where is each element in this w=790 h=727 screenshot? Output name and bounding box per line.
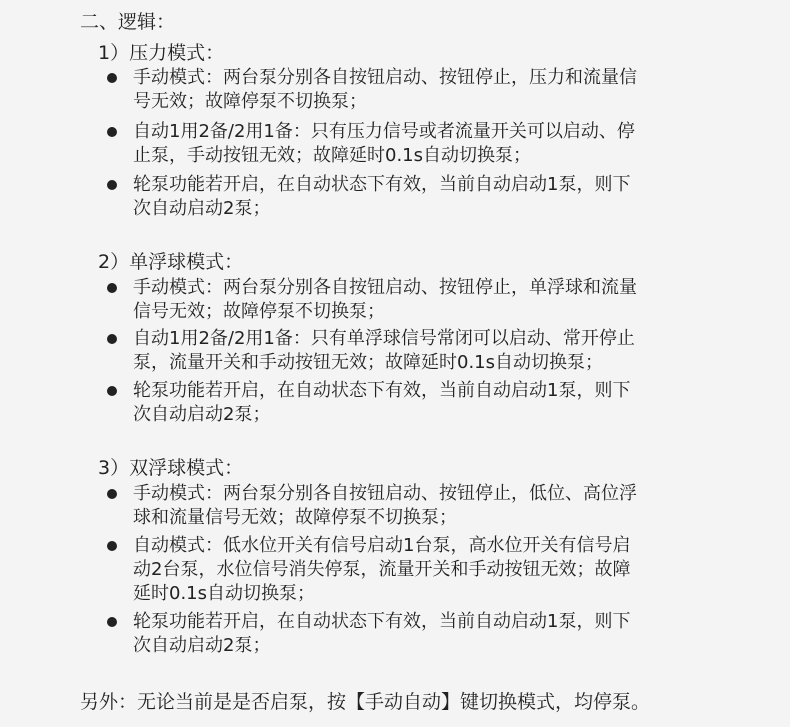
bullet-dot	[107, 617, 117, 627]
bullet-line: 轮泵功能若开启，在自动状态下有效，当前自动启动1泵，则下	[133, 380, 631, 401]
bullet-line: 手动模式：两台泵分别各自按钮启动、按钮停止，单浮球和流量	[133, 277, 637, 298]
bullet-dot	[107, 386, 117, 396]
bullet-line: 泵，流量开关和手动按钮无效；故障延时0.1s自动切换泵；	[133, 352, 604, 373]
section-heading-logic: 二、逻辑：	[80, 11, 176, 33]
bullet-line: 延时0.1s自动切换泵；	[133, 583, 316, 604]
bullet-dot	[107, 180, 117, 190]
bullet-dot	[107, 73, 117, 83]
bullet-line: 止泵，手动按钮无效；故障延时0.1s自动切换泵；	[133, 145, 532, 166]
section-title: 2）单浮球模式：	[98, 251, 244, 273]
bullet-line: 自动1用2备/2用1备：只有压力信号或者流量开关可以启动、停	[133, 121, 635, 142]
bullet-line: 次自动启动2泵；	[133, 404, 271, 425]
bullet-line: 轮泵功能若开启，在自动状态下有效，当前自动启动1泵，则下	[133, 174, 631, 195]
bullet-line: 自动1用2备/2用1备：只有单浮球信号常闭可以启动、常开停止	[133, 328, 635, 349]
bullet-line: 次自动启动2泵；	[133, 635, 271, 656]
bullet-line: 手动模式：两台泵分别各自按钮启动、按钮停止，低位、高位浮	[133, 483, 637, 504]
bullet-line: 球和流量信号无效；故障停泵不切换泵；	[133, 507, 457, 528]
section-title: 3）双浮球模式：	[98, 457, 244, 479]
bullet-line: 手动模式：两台泵分别各自按钮启动、按钮停止，压力和流量信	[133, 67, 637, 88]
bullet-dot	[107, 283, 117, 293]
section-title: 1）压力模式：	[98, 42, 225, 64]
footer-note: 另外：无论当前是是否启泵，按【手动自动】键切换模式，均停泵。	[80, 691, 651, 713]
bullet-line: 轮泵功能若开启，在自动状态下有效，当前自动启动1泵，则下	[133, 611, 631, 632]
bullet-line: 自动模式：低水位开关有信号启动1台泵，高水位开关有信号启	[133, 535, 631, 556]
bullet-dot	[107, 127, 117, 137]
bullet-line: 动2台泵，水位信号消失停泵，流量开关和手动按钮无效；故障	[133, 559, 631, 580]
bullet-dot	[107, 541, 117, 551]
bullet-dot	[107, 334, 117, 344]
bullet-line: 号无效；故障停泵不切换泵；	[133, 91, 367, 112]
bullet-dot	[107, 489, 117, 499]
bullet-line: 次自动启动2泵；	[133, 198, 271, 219]
bullet-line: 信号无效；故障停泵不切换泵；	[133, 301, 385, 322]
